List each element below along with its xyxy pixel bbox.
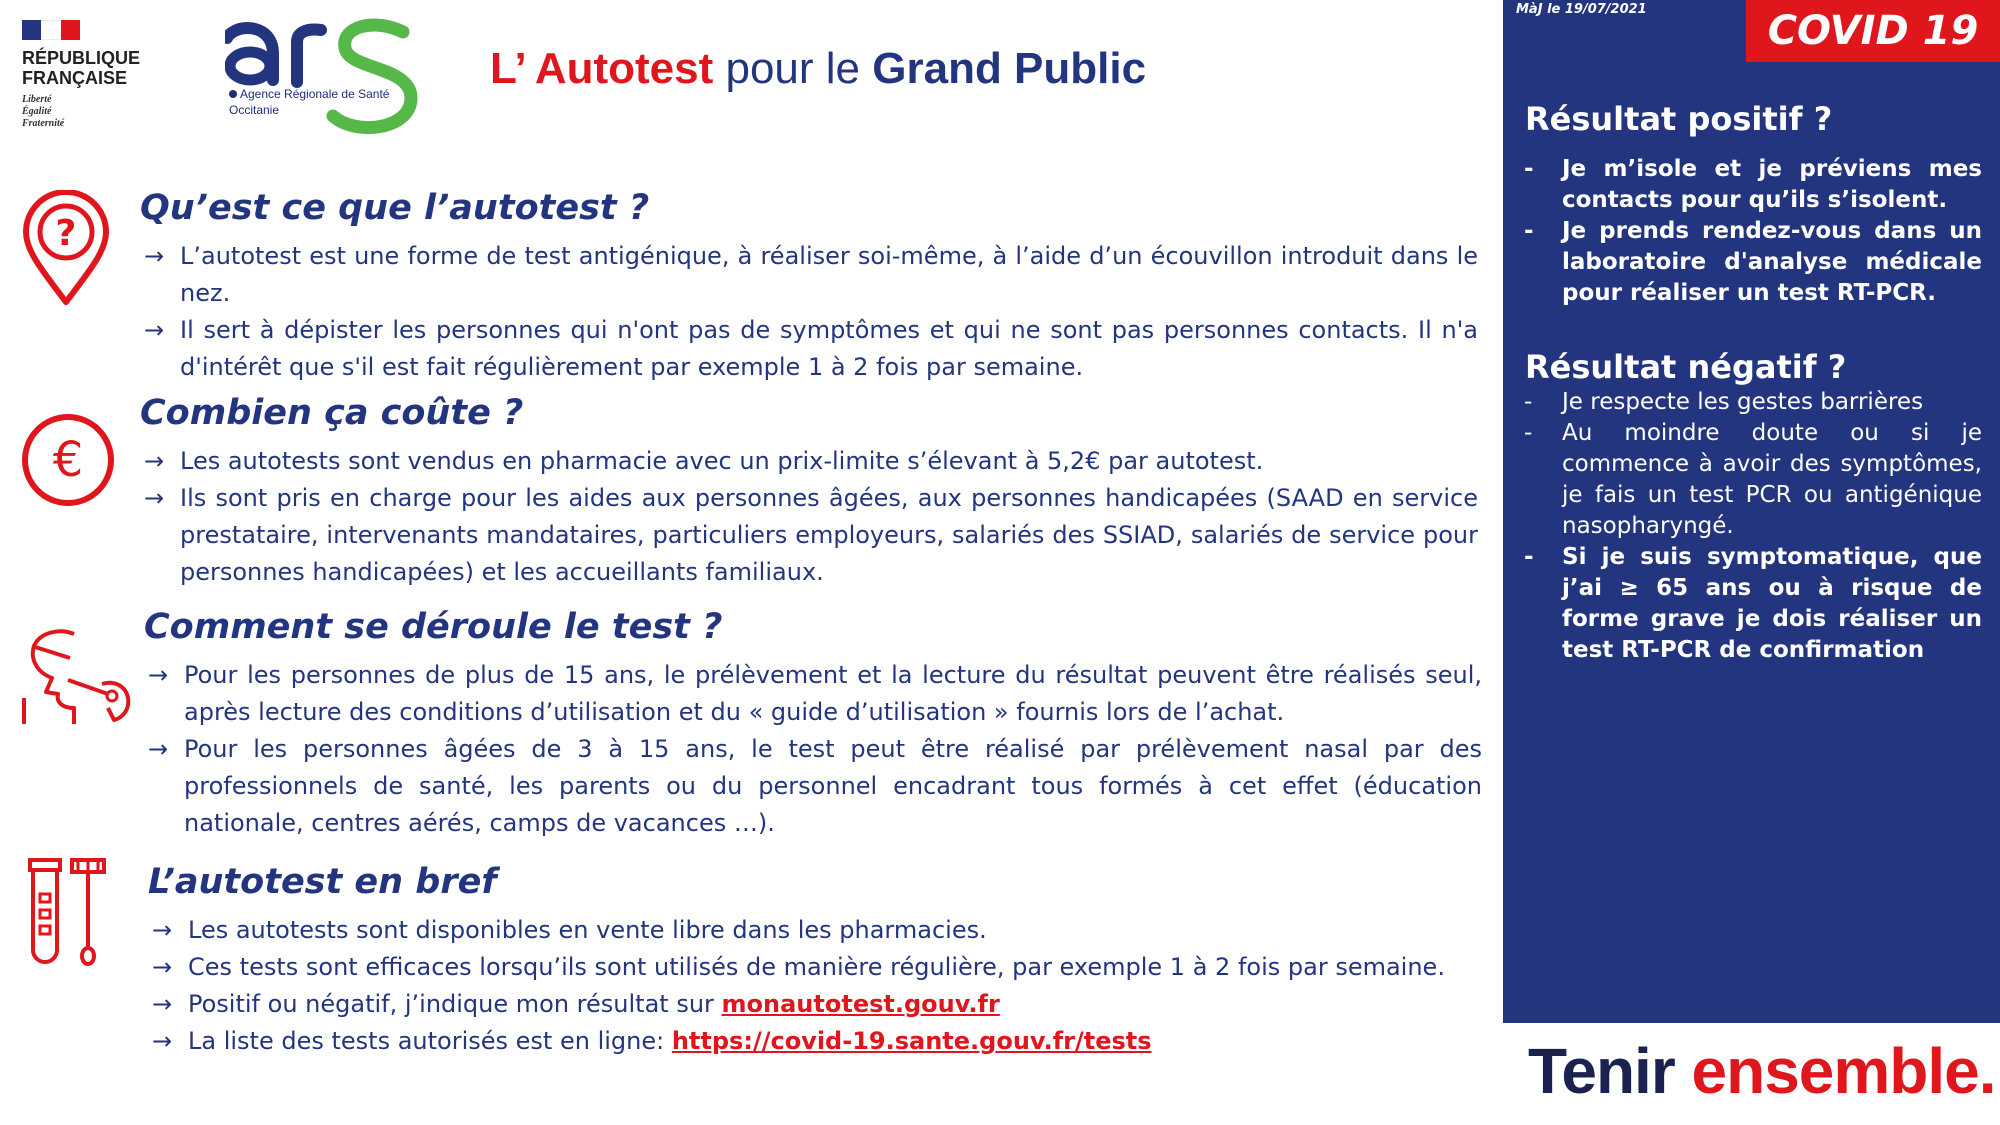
section-title-how: Comment se déroule le test ? bbox=[144, 607, 723, 647]
arrow-right-icon: → bbox=[144, 242, 165, 270]
arrow-right-icon: → bbox=[152, 1027, 173, 1055]
covid-badge: COVID 19 bbox=[1746, 0, 2000, 62]
republique-name: RÉPUBLIQUE FRANÇAISE bbox=[22, 48, 141, 88]
update-date: MàJ le 19/07/2021 bbox=[1516, 2, 1647, 17]
arrow-right-icon: → bbox=[148, 661, 169, 689]
ars-occitanie-logo bbox=[225, 18, 435, 138]
arrow-right-icon: → bbox=[148, 735, 169, 763]
negative-result-title: Résultat négatif ? bbox=[1525, 348, 1847, 386]
svg-text:€: € bbox=[52, 432, 84, 488]
list-item: → Ces tests sont efficaces lorsqu’ils sont utilisés de manière régulière, par exemple 1 à 2 fois par semaine. bbox=[148, 949, 1486, 986]
nasal-swab-person-icon bbox=[22, 628, 136, 730]
list-item: → L’autotest est une forme de test antigénique, à réaliser soi-même, à l’aide d’un écouvillon introduit dans le nez. bbox=[140, 238, 1478, 312]
ars-logo-mark-icon bbox=[225, 18, 435, 138]
list-item: - Au moindre doute ou si je commence à avoir des symptômes, je fais un test PCR ou antigénique nasopharyngé. bbox=[1524, 420, 1982, 539]
section-body-cost bbox=[140, 443, 1478, 591]
arrow-right-icon: → bbox=[144, 484, 165, 512]
section-body-summary bbox=[148, 912, 1486, 1060]
section-body-how bbox=[144, 657, 1482, 842]
euro-coin-icon bbox=[20, 412, 116, 508]
list-item: → Il sert à dépister les personnes qui n'ont pas de symptômes et qui ne sont pas personnes contacts. Il n'a d'intérêt que s'il est fait régulièrement par exemple 1 à 2 fois par semaine. bbox=[140, 312, 1478, 386]
tenir-ensemble-tagline: Tenir ensemble. bbox=[1528, 1035, 1996, 1107]
list-item: → La liste des tests autorisés est en ligne: https://covid-19.sante.gouv.fr/tests bbox=[148, 1023, 1486, 1060]
list-item: → Pour les personnes de plus de 15 ans, le prélèvement et la lecture du résultat peuvent être réalisés seul, après lecture des conditions d’utilisation et du « guide d’utilisation » fournis lors de l’achat. bbox=[144, 657, 1482, 731]
arrow-right-icon: → bbox=[152, 990, 173, 1018]
french-flag-icon bbox=[22, 20, 80, 40]
list-item: - Je prends rendez-vous dans un laboratoire d'analyse médicale pour réaliser un test RT-PCR. bbox=[1524, 218, 1982, 306]
positive-result-list bbox=[1522, 154, 1982, 309]
list-item: - Je m’isole et je préviens mes contacts pour qu’ils s’isolent. bbox=[1524, 156, 1982, 213]
svg-text:?: ? bbox=[55, 213, 77, 254]
monautotest-link[interactable]: monautotest.gouv.fr bbox=[721, 990, 1000, 1018]
list-item: → Les autotests sont disponibles en vente libre dans les pharmacies. bbox=[148, 912, 1486, 949]
arrow-right-icon: → bbox=[144, 316, 165, 344]
list-item: → Les autotests sont vendus en pharmacie avec un prix-limite s’élevant à 5,2€ par autotest. bbox=[140, 443, 1478, 480]
tests-list-link[interactable]: https://covid-19.sante.gouv.fr/tests bbox=[671, 1027, 1152, 1055]
arrow-right-icon: → bbox=[152, 953, 173, 981]
test-tube-swab-icon bbox=[24, 856, 110, 966]
ars-dot-icon bbox=[229, 90, 237, 98]
arrow-right-icon: → bbox=[152, 916, 173, 944]
arrow-right-icon: → bbox=[144, 447, 165, 475]
list-item: - Je respecte les gestes barrières bbox=[1524, 389, 1924, 415]
section-title-what: Qu’est ce que l’autotest ? bbox=[140, 188, 650, 228]
list-item: → Positif ou négatif, j’indique mon résultat sur monautotest.gouv.fr bbox=[148, 986, 1486, 1023]
question-location-pin-icon bbox=[20, 190, 112, 306]
negative-result-list bbox=[1522, 387, 1982, 666]
page-title: L’ Autotest pour le Grand Public bbox=[490, 44, 1147, 93]
ars-subtitle: Agence Régionale de Santé Occitanie bbox=[229, 87, 390, 117]
list-item: → Ils sont pris en charge pour les aides aux personnes âgées, aux personnes handicapées (SAAD en service prestataire, intervenants mandataires, particuliers employeurs, salariés des SSIAD, salariés de service pour personnes handicapées) et les accueillants familiaux. bbox=[140, 480, 1478, 591]
section-title-cost: Combien ça coûte ? bbox=[140, 393, 524, 433]
list-item: → Pour les personnes âgées de 3 à 15 ans, le test peut être réalisé par prélèvement nasal par des professionnels de santé, les parents ou du personnel encadrant tous formés à cet effet (éducation nationale, centres aérés, camps de vacances …). bbox=[144, 731, 1482, 842]
positive-result-title: Résultat positif ? bbox=[1525, 100, 1833, 138]
section-body-what bbox=[140, 238, 1478, 386]
section-title-summary: L’autotest en bref bbox=[148, 862, 497, 902]
list-item: - Si je suis symptomatique, que j’ai ≥ 65 ans ou à risque de forme grave je dois réaliser un test RT-PCR de confirmation bbox=[1524, 544, 1982, 663]
republique-motto: Liberté Égalité Fraternité bbox=[22, 94, 65, 129]
republique-francaise-logo bbox=[22, 20, 172, 130]
